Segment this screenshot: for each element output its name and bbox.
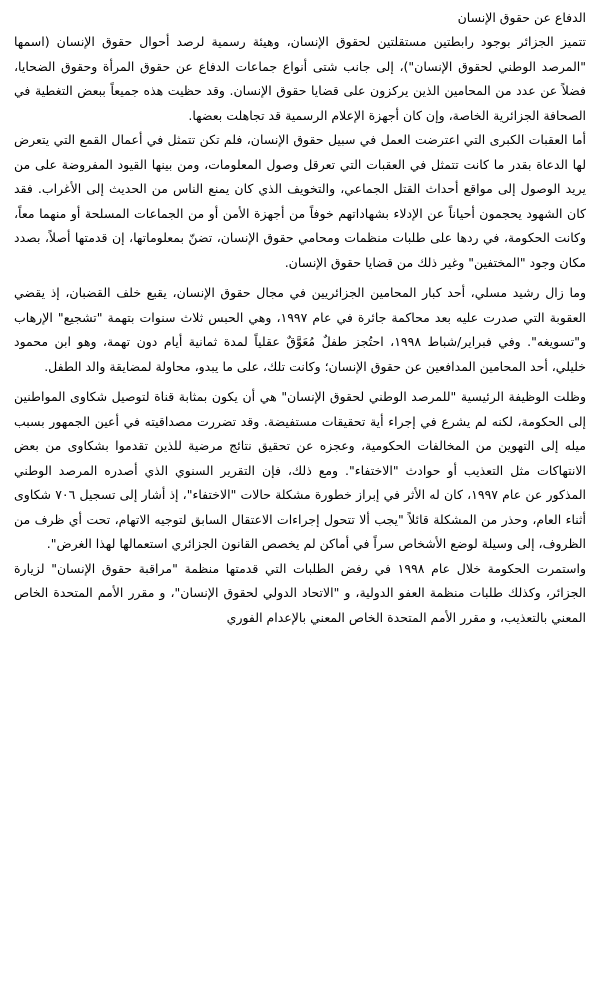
paragraph-rachid-mesli: وما زال رشيد مسلي، أحد كبار المحامين الجزائريين في مجال حقوق الإنسان، يقبع خلف القضبان، إذ يقضي العقوبة التي صدرت عليه بعد محاكمة جائرة في عام ١٩٩٧، وهي الحبس ثلاث سنوات بتهمة "تشجيع" الإرهاب و"تسويغه". وفي فبراير/شباط ١٩٩٨، احتُجز طفلٌ مُعَوَّقٌ عقلياً لمدة ثمانية أيام دون تهمة، وهو ابن محمود خليلي، أحد المحامين المدافعين عن حقوق الإنسان؛ وكانت تلك، على ما يبدو، محاولة لمضايقة والد الطفل. (14, 285, 586, 374)
paragraph-rights-organizations: تتميز الجزائر بوجود رابطتين مستقلتين لحقوق الإنسان، وهيئة رسمية لرصد أحوال حقوق الإنسان (اسمها "المرصد الوطني لحقوق الإنسان")، إلى جانب شتى أنواع جماعات الدفاع عن حقوق المرأة وحقوق الضحايا، فضلاً عن عدد من المحامين الذين يركزون على قضايا حقوق الإنسان. وقد حظيت هذه جميعاً ببعض التغطية في الصحافة الجزائرية الخاصة، وإن كان أجهزة الإعلام الرسمية قد تجاهلت بعضها. (14, 34, 586, 123)
document-title: الدفاع عن حقوق الإنسان (457, 10, 586, 25)
document-page (14, 6, 586, 630)
paragraph-national-observatory: وظلت الوظيفة الرئيسية "للمرصد الوطني لحقوق الإنسان" هي أن يكون بمثابة قناة لتوصيل شكاوى المواطنين إلى الحكومة، لكنه لم يشرع في إجراء أية تحقيقات مستفيضة. وقد تضررت مصداقيته في أعين الجمهور بسبب ميله إلى التهوين من المخالفات الحكومية، وعجزه عن تحقيق نتائج مرضية للذين تقدموا بشكاوى من بعض الانتهاكات مثل التعذيب أو حوادث "الاختفاء". ومع ذلك، فإن التقرير السنوي الذي أصدره المرصد الوطني المذكور عن عام ١٩٩٧، كان له الأثر في إبراز خطورة مشكلة حالات "الاختفاء"، إذ أشار إلى تسجيل ٧٠٦ شكاوى أثناء العام، وحذر من المشكلة قائلاً "يجب ألا تتحول إجراءات الاعتقال السابق لتوجيه الاتهام، تحت أي ظرف من الظروف، إلى وسيلة لوضع الأشخاص سراً في أماكن لم يخصص القانون الجزائري استعمالها لهذا الغرض". (14, 389, 587, 551)
paragraph-government-refusals: واستمرت الحكومة خلال عام ١٩٩٨ في رفض الطلبات التي قدمتها منظمة "مراقبة حقوق الإنسان" لزيارة الجزائر، وكذلك طلبات منظمة العفو الدولية، و "الاتحاد الدولي لحقوق الإنسان"، و مقرر الأمم المتحدة الخاص المعني بالتعذيب، و مقرر الأمم المتحدة الخاص المعني بالإعدام الفوري (14, 560, 586, 625)
paragraph-obstacles: أما العقبات الكبرى التي اعترضت العمل في سبيل حقوق الإنسان، فلم تكن تتمثل في أعمال القمع التي يتعرض لها الدعاة بقدر ما كانت تتمثل في العقبات التي تعرقل وصول المعلومات، ومن بينها القيود المفروضة على من يريد الوصول إلى مواقع أحداث القتل الجماعي، والتخويف الذي كان يمنع الناس من الحديث إلى الأغراب. فقد كان الشهود يحجمون أحياناً عن الإدلاء بشهاداتهم خوفاً من أجهزة الأمن أو من الجماعات المسلحة أو منهما معاً، وكانت الحكومة، في ردها على طلبات منظمات ومحامي حقوق الإنسان، تضنّ بمعلوماتها، إن قدمتها أصلاً، بصدد مكان وجود "المختفين" وغير ذلك من قضايا حقوق الإنسان. (14, 132, 586, 270)
